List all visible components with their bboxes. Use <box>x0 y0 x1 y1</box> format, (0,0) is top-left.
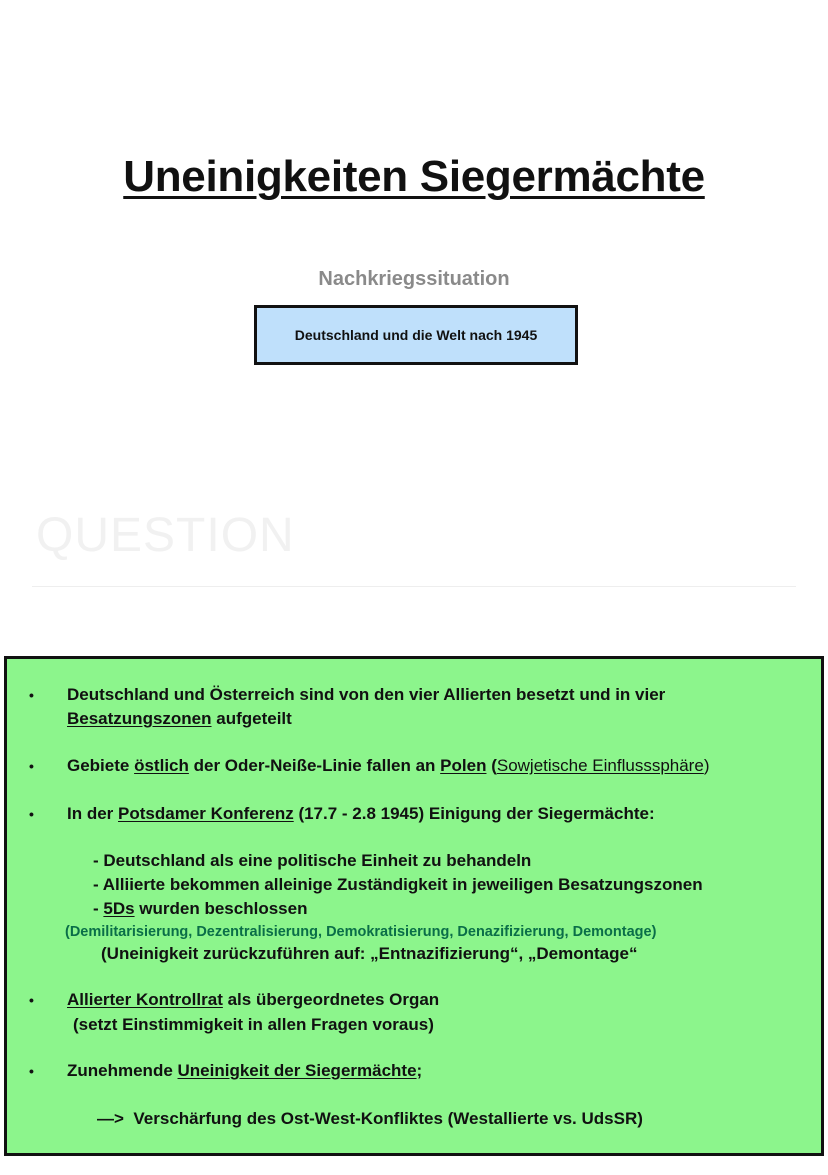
ds-list: (Demilitarisierung, Dezentralisierung, Demokratisierung, Denazifizierung, Demontage) <box>65 924 657 940</box>
text: Zunehmende <box>67 1061 178 1080</box>
term-besatzungszonen: Besatzungszonen <box>67 709 212 728</box>
term-polen: Polen <box>440 756 487 775</box>
text: (17.7 - 2.8 1945) Einigung der Siegermächte: <box>293 804 655 823</box>
term-uneinigkeit: Uneinigkeit der Siegermächte <box>177 1061 417 1080</box>
ds-note: (Uneinigkeit zurückzuführen auf: „Entnazifizierung“, „Demontage“ <box>101 944 638 963</box>
page-title-text: Uneinigkeiten Siegermächte <box>123 152 705 201</box>
text: ) <box>703 756 710 775</box>
sub-item-3 <box>93 899 307 919</box>
question-label: QUESTION <box>36 509 295 562</box>
page-title <box>0 152 828 202</box>
text: Gebiete <box>67 756 135 775</box>
conclusion-text: Verschärfung des Ost-West-Konfliktes (Westallierte vs. UdsSR) <box>133 1109 643 1128</box>
text: In der <box>67 804 119 823</box>
bullet-dot: • <box>29 1063 34 1079</box>
topic-box: Deutschland und die Welt nach 1945 <box>254 305 578 365</box>
bullet-dot: • <box>29 992 34 1008</box>
conclusion-line <box>97 1109 643 1129</box>
term-5ds: 5Ds <box>103 899 135 918</box>
text: - <box>93 899 104 918</box>
term-einflusssphaere: Sowjetische Einflusssphäre <box>496 756 704 775</box>
divider <box>32 586 796 587</box>
subtitle: Nachkriegssituation <box>318 268 510 290</box>
bullet-1-line-1: Deutschland und Österreich sind von den vier Allierten besetzt und in vier <box>67 685 666 704</box>
term-kontrollrat: Allierter Kontrollrat <box>67 990 223 1009</box>
text: als übergeordnetes Organ <box>222 990 440 1009</box>
bullet-5-line <box>67 1061 422 1081</box>
bullet-2-line <box>67 756 709 776</box>
text: der Oder-Neiße-Linie fallen an <box>188 756 441 775</box>
sub-item-1: - Deutschland als eine politische Einheit zu behandeln <box>93 851 532 870</box>
text: aufgeteilt <box>211 709 292 728</box>
text: ( <box>486 756 497 775</box>
bullet-dot: • <box>29 806 34 822</box>
bullet-4-line-1 <box>67 990 439 1010</box>
bullet-3-line <box>67 804 655 824</box>
term-potsdamer-konferenz: Potsdamer Konferenz <box>118 804 294 823</box>
bullet-dot: • <box>29 758 34 774</box>
bullet-4-line-2: (setzt Einstimmigkeit in allen Fragen voraus) <box>73 1015 434 1034</box>
term-oestlich: östlich <box>134 756 189 775</box>
bullet-dot: • <box>29 687 34 703</box>
arrow-icon: —> <box>97 1109 124 1128</box>
bullet-1-line-2 <box>67 709 292 729</box>
text: wurden beschlossen <box>134 899 308 918</box>
text: ; <box>416 1061 423 1080</box>
sub-item-2: - Alliierte bekommen alleinige Zuständigkeit in jeweiligen Besatzungszonen <box>93 875 703 894</box>
answer-box <box>4 656 824 1156</box>
